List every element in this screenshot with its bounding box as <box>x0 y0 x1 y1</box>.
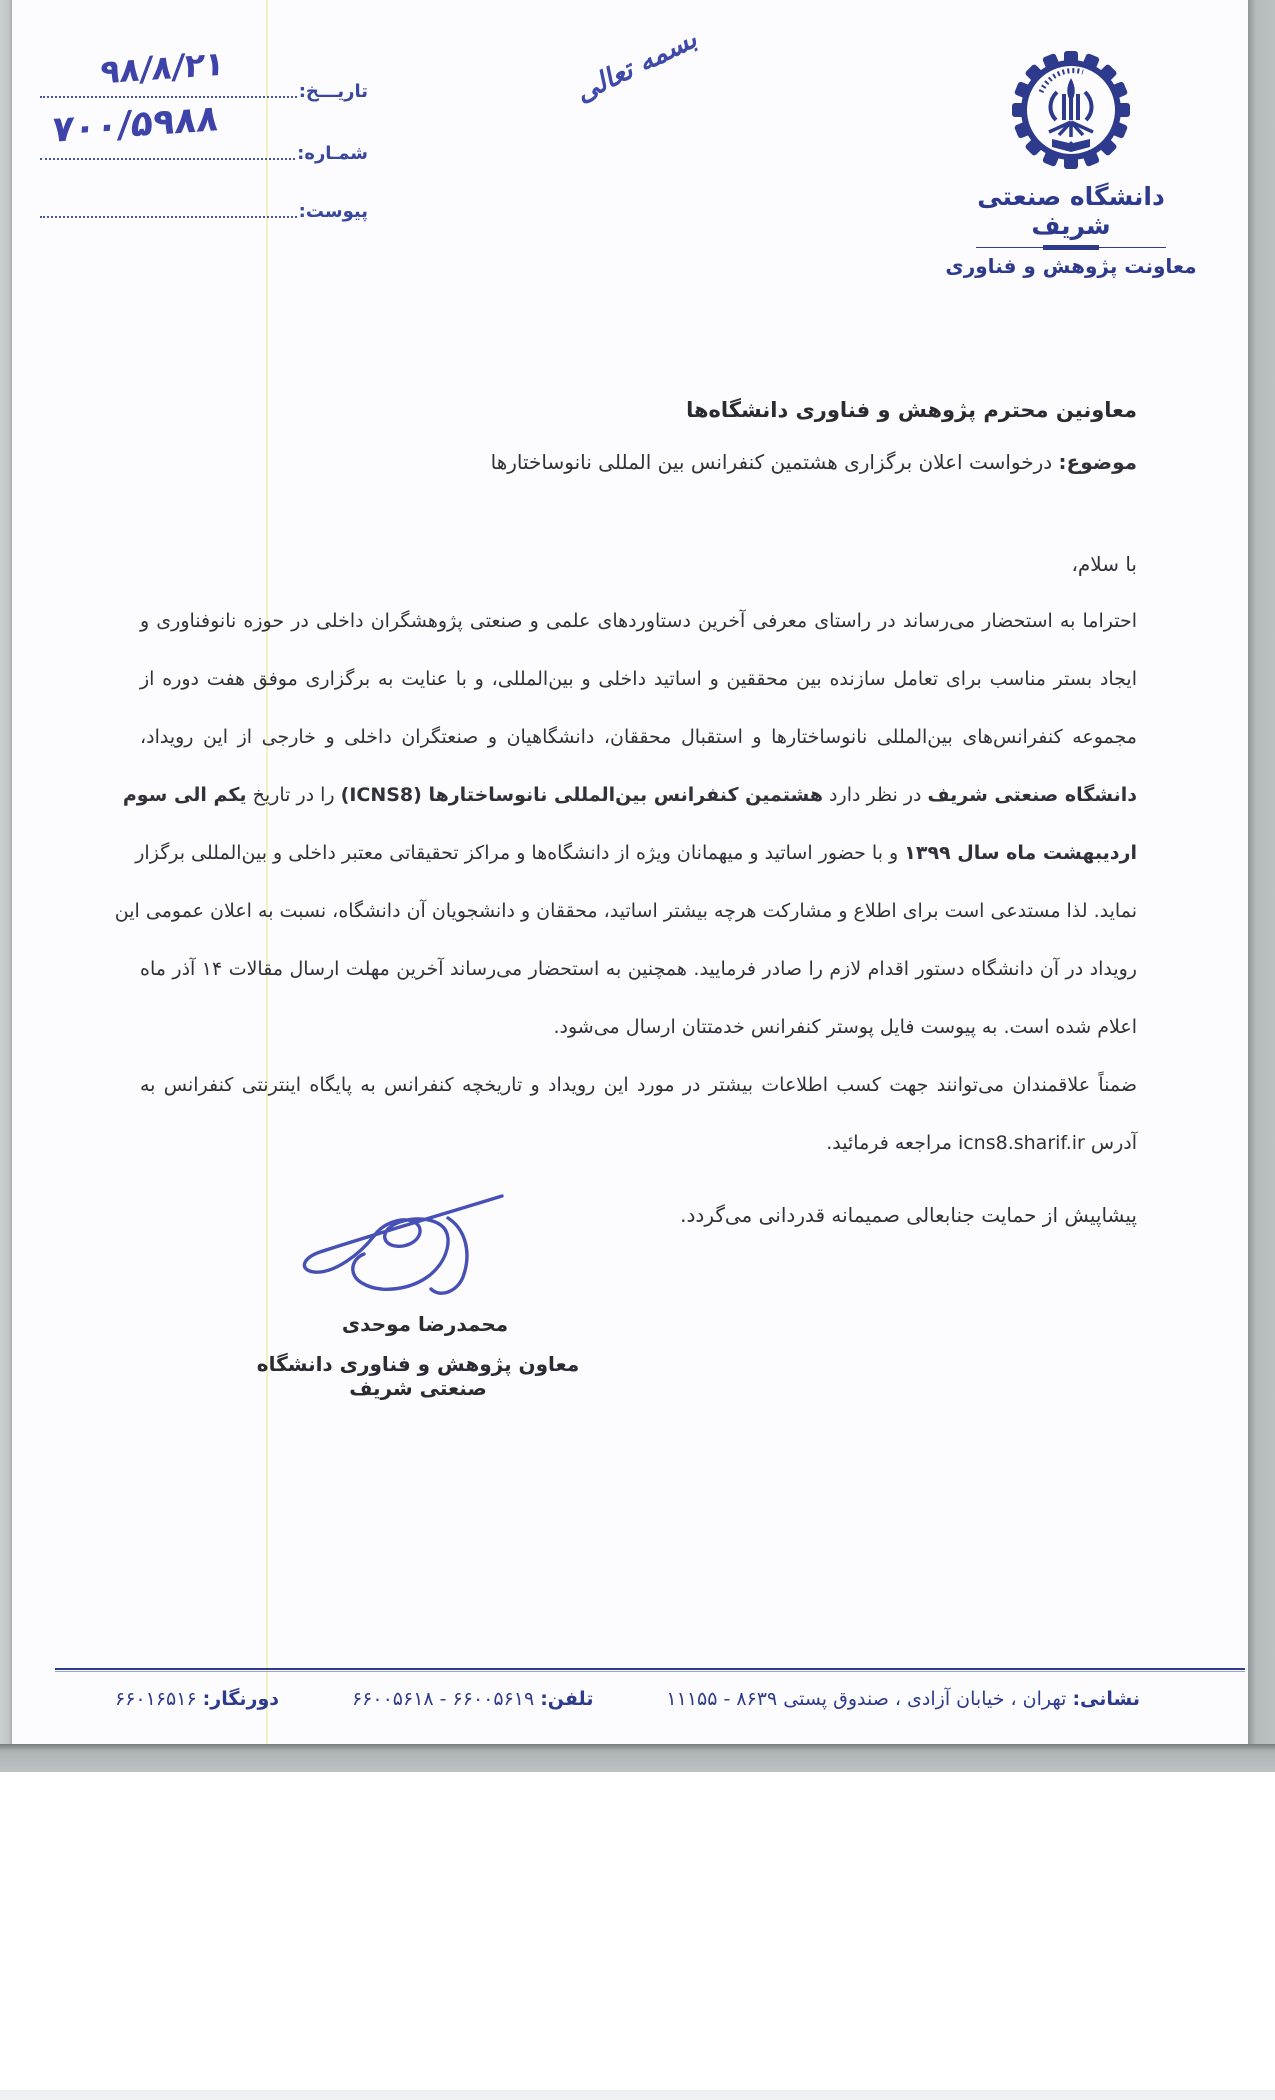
paragraph-2 <box>140 1056 1137 1172</box>
text-run: را در تاریخ <box>246 784 341 806</box>
fax-label: دورنگار: <box>202 1688 280 1710</box>
address-label: نشانی: <box>1072 1688 1140 1710</box>
bold-run: دانشگاه صنعتی شریف <box>927 784 1137 806</box>
text-run: و با حضور اساتید و میهمانان ویژه از دانشگاه‌ها و مراکز تحقیقاتی معتبر داخلی و بین‌المللی برگزار <box>135 842 905 864</box>
conference-url: icns8.sharif.ir <box>957 1132 1085 1154</box>
date-label: تاریـــخ: <box>298 81 368 102</box>
body-line: مجموعه کنفرانس‌های بین‌المللی نانوساختارها و استقبال محققان، دانشگاهیان و صنعتگران داخلی و خارجی از این رویداد، <box>140 726 1137 748</box>
attachment-label: پیوست: <box>298 201 368 222</box>
scan-edge-bottom-far <box>0 2090 1275 2100</box>
footer-fax <box>115 1688 279 1710</box>
body-line: اعلام شده است. به پیوست فایل پوستر کنفرانس خدمتتان ارسال می‌شود. <box>553 1016 1137 1038</box>
signature-ink <box>290 1188 510 1316</box>
body-line <box>135 824 1137 882</box>
attachment-dotted-line <box>40 198 297 218</box>
body-line: نماید. لذا مستدعی است برای اطلاع و مشارکت هرچه بیشتر اساتید، محققان و دانشجویان آن دانشگاه، نسبت به اعلان عمومی این <box>114 900 1137 922</box>
scan-edge-left <box>0 0 12 1772</box>
subject-text: درخواست اعلان برگزاری هشتمین کنفرانس بین المللی نانوساختارها <box>490 450 1059 474</box>
logo-divider <box>976 244 1166 251</box>
text-run: مراجعه فرمائید. <box>826 1132 958 1154</box>
salutation: با سلام، <box>1071 552 1137 576</box>
text-run: آدرس <box>1084 1132 1137 1154</box>
footer-rule <box>55 1668 1245 1673</box>
body-line: احتراما به استحضار می‌رساند در راستای معرفی آخرین دستاوردهای علمی و صنعتی پژوهشگران داخلی در حوزه نانوفناوری و <box>140 610 1137 632</box>
department-name: معاونت پژوهش و فناوری <box>945 254 1197 278</box>
scan-edge-bottom <box>0 1744 1275 1772</box>
footer-contact-line <box>115 1688 1140 1710</box>
subject-label: موضوع: <box>1058 450 1137 474</box>
bold-run: هشتمین کنفرانس بین‌المللی نانوساختارها (ICNS8) <box>340 784 824 806</box>
scan-edge-right <box>1248 0 1275 1772</box>
footer-address <box>666 1688 1140 1710</box>
fax-value: ۶۶۰۱۶۵۱۶ <box>115 1688 197 1710</box>
sharif-university-seal-icon <box>1011 50 1131 170</box>
university-name: دانشگاه صنعتی شریف <box>977 182 1165 240</box>
closing-line: پیشاپیش از حمایت جنابعالی صمیمانه قدردانی می‌گردد. <box>680 1203 1137 1227</box>
bold-run: اردیبهشت ماه سال ۱۳۹۹ <box>904 842 1137 864</box>
handwritten-number: ۷۰۰/۵۹۸۸ <box>50 98 221 151</box>
attachment-field-row <box>40 198 368 222</box>
number-label: شمـاره: <box>297 143 368 164</box>
paragraph-1 <box>114 592 1137 1056</box>
bold-run: یکم الی سوم <box>122 784 247 806</box>
address-value: تهران ، خیابان آزادی ، صندوق پستی ۸۶۳۹ - ۱۱۱۵۵ <box>666 1688 1067 1710</box>
body-line <box>140 1114 1137 1172</box>
bismillah-calligraphy: بسمه تعالی <box>570 23 702 109</box>
phone-value: ۶۶۰۰۵۶۱۹ - ۶۶۰۰۵۶۱۸ <box>351 1688 535 1710</box>
signer-title: معاون پژوهش و فناوری دانشگاه صنعتی شریف <box>256 1352 580 1400</box>
text-run: در نظر دارد <box>823 784 928 806</box>
phone-label: تلفن: <box>540 1688 594 1710</box>
handwritten-date: ۹۸/۸/۲۱ <box>98 43 227 92</box>
body-line: ضمناً علاقمندان می‌توانند جهت کسب اطلاعات بیشتر در مورد این رویداد و تاریخچه کنفرانس به پایگاه اینترنتی کنفرانس به <box>140 1074 1137 1096</box>
body-line <box>122 766 1137 824</box>
footer-phone <box>352 1688 593 1710</box>
subject-line <box>491 450 1137 474</box>
addressee-line: معاونین محترم پژوهش و فناوری دانشگاه‌ها <box>686 398 1137 422</box>
university-logo-block <box>938 50 1204 278</box>
signer-name: محمدرضا موحدی <box>341 1312 509 1336</box>
body-line: ایجاد بستر مناسب برای تعامل سازنده بین محققین و اساتید داخلی و بین‌المللی، و با عنایت به برگزاری موفق هفت دوره از <box>140 668 1137 690</box>
body-line: رویداد در آن دانشگاه دستور اقدام لازم را صادر فرمایید. همچنین به استحضار می‌رساند آخرین مهلت ارسال مقالات ۱۴ آذر ماه <box>140 958 1137 980</box>
